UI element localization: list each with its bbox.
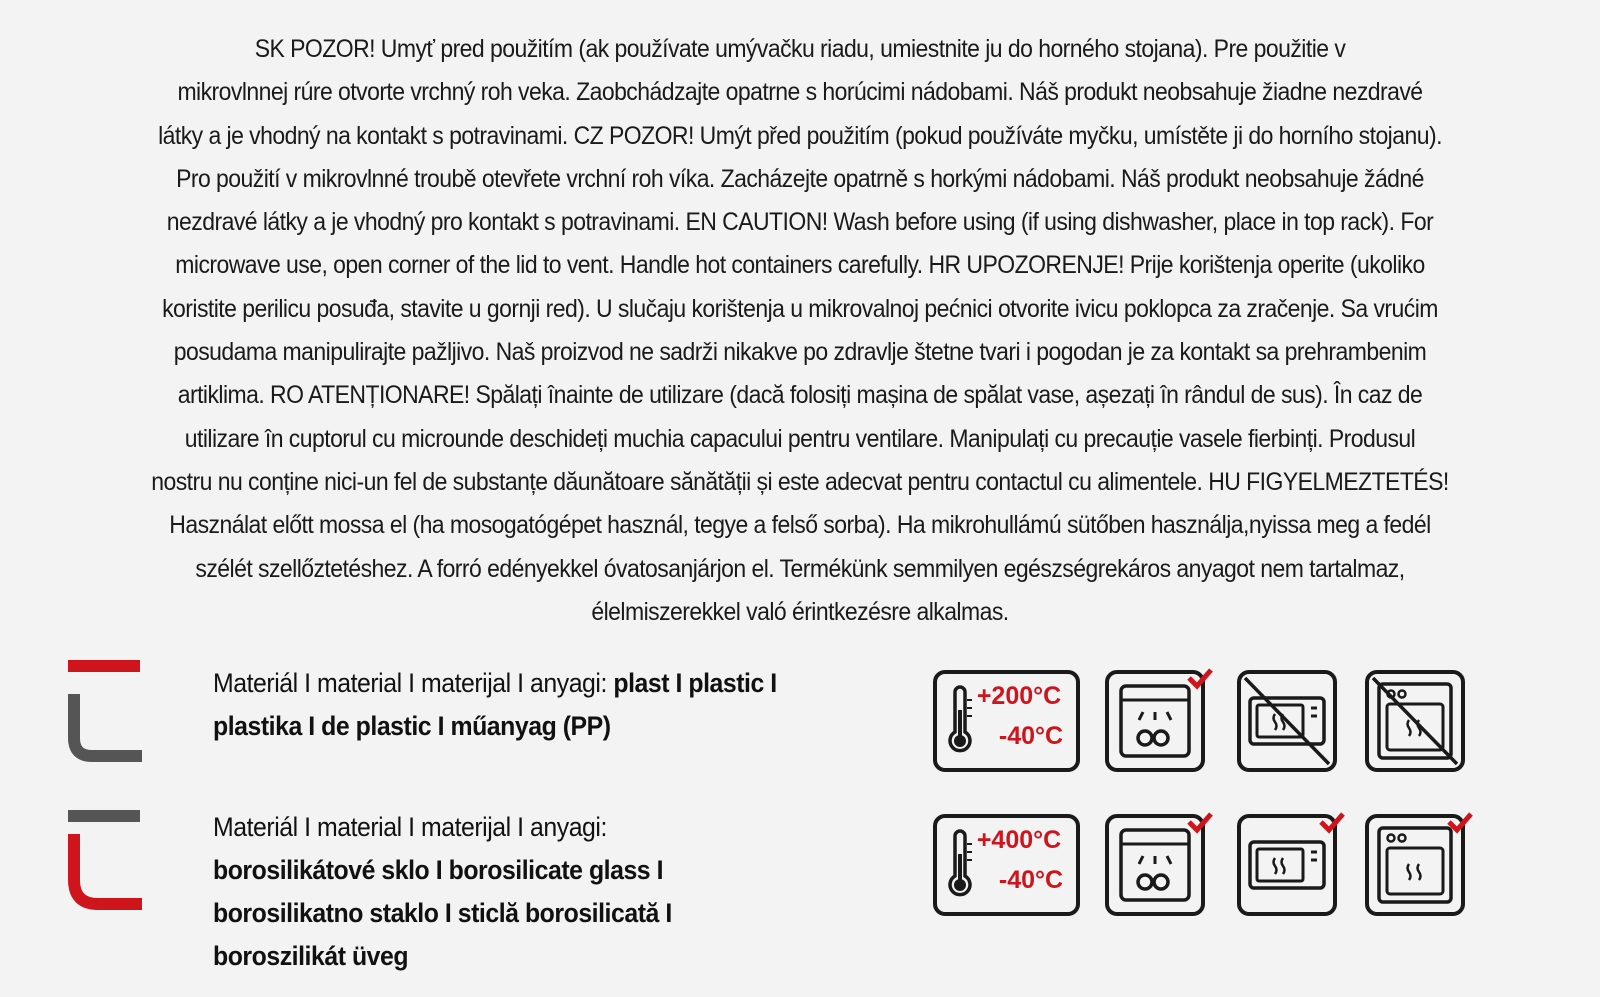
warning-line: koristite perilicu posuđa, stavite u gornji red). U slučaju korištenja u mikrovalnoj pećnici otvorite ivicu poklopca za zračenje. Sa vrućim	[162, 294, 1438, 323]
warning-line: Pro použití v mikrovlnné troubě otevřete vrchní roh víka. Zacházejte opatrně s horkými nádobami. Náš produkt neobsahuje žádné	[176, 164, 1424, 193]
warning-line: posudama manipulirajte pažljivo. Naš proizvod ne sadrži nikakve po zdravlje štetne tvari i pogodan je za kontakt sa prehrambenim	[173, 338, 1427, 367]
container-oven-allowed-icon	[1365, 812, 1473, 916]
lid-dishwasher-allowed-icon	[1105, 668, 1213, 772]
warning-line: SK POZOR! Umyť pred použitím (ak používate umývačku riadu, umiestnite ju do horného stojana). Pre použitie v	[254, 35, 1346, 63]
container-material-bold-2: borosilikatno staklo I sticlă borosilicată I	[213, 898, 672, 928]
lid-oven-not-allowed-icon	[1365, 670, 1465, 772]
container-diagram-icon	[60, 810, 150, 915]
container-dishwasher-allowed-icon	[1105, 812, 1213, 916]
warning-line: látky a je vhodný na kontakt s potravinami. CZ POZOR! Umýt před použitím (pokud používáte myčku, umístěte ji do horního stojanu).	[158, 121, 1442, 150]
lid-diagram-icon	[60, 660, 150, 765]
warning-line: szélét szellőztetéshez. A forró edényekkel óvatosanjárjon el. Termékünk semmilyen egészségrekáros anyagot nem tartalmaz,	[195, 554, 1405, 583]
warning-line: mikrovlnnej rúre otvorte vrchný roh veka. Zaobchádzajte opatrne s horúcimi nádobami. Náš produkt neobsahuje žiadne nezdravé	[177, 78, 1423, 107]
warning-line: artiklima. RO ATENȚIONARE! Spălați înainte de utilizare (dacă folosiți mașina de spălat vase, așezați în rândul de sus). În caz de	[177, 381, 1423, 410]
container-material-bold-3: boroszilikát üveg	[213, 941, 409, 971]
warning-line: utilizare în cuptorul cu microunde deschideți muchia capacului pentru ventilare. Manipulați cu precauție vasele fierbinți. Produsul	[184, 424, 1416, 453]
warning-line: nezdravé látky a je vhodný pro kontakt s potravinami. EN CAUTION! Wash before using (if using dishwasher, place in top rack). For	[166, 208, 1434, 237]
container-material-text	[213, 806, 672, 978]
lid-material-label: Materiál I material I materijal I anyagi:	[213, 668, 614, 698]
container-material-bold-1: borosilikátové sklo I borosilicate glass I	[213, 855, 664, 885]
container-material-label: Materiál I material I materijal I anyagi:	[213, 812, 607, 842]
container-temp-min: -40°C	[998, 866, 1064, 894]
container-microwave-allowed-icon	[1237, 812, 1345, 916]
lid-temp-max: +200°C	[976, 682, 1062, 710]
lid-material-bold-1: plast I plastic I	[613, 668, 777, 698]
warning-line: microwave use, open corner of the lid to vent. Handle hot containers carefully. HR UPOZORENJE! Prije korištenja operite (ukoliko	[175, 251, 1425, 280]
warning-line: nostru nu conține nici-un fel de substanțe dăunătoare sănătății și este adecvat pentru contactul cu alimentele. HU FIGYELMEZTETÉS!	[151, 467, 1449, 496]
warning-text	[82, 28, 1517, 634]
lid-microwave-not-allowed-icon	[1237, 670, 1337, 772]
warning-line: Használat előtt mossa el (ha mosogatógépet használ, tegye a felső sorba). Ha mikrohullámú sütőben használja,nyissa meg a fedél	[169, 511, 1431, 540]
lid-material-bold-2: plastika I de plastic I műanyag (PP)	[213, 711, 611, 741]
container-temp-max: +400°C	[976, 826, 1062, 854]
warning-line: élelmiszerekkel való érintkezésre alkalmas.	[591, 597, 1009, 626]
lid-thermometer-icon	[933, 670, 1080, 772]
lid-material-text	[213, 662, 777, 748]
lid-temp-min: -40°C	[998, 722, 1064, 750]
container-thermometer-icon	[933, 814, 1080, 916]
